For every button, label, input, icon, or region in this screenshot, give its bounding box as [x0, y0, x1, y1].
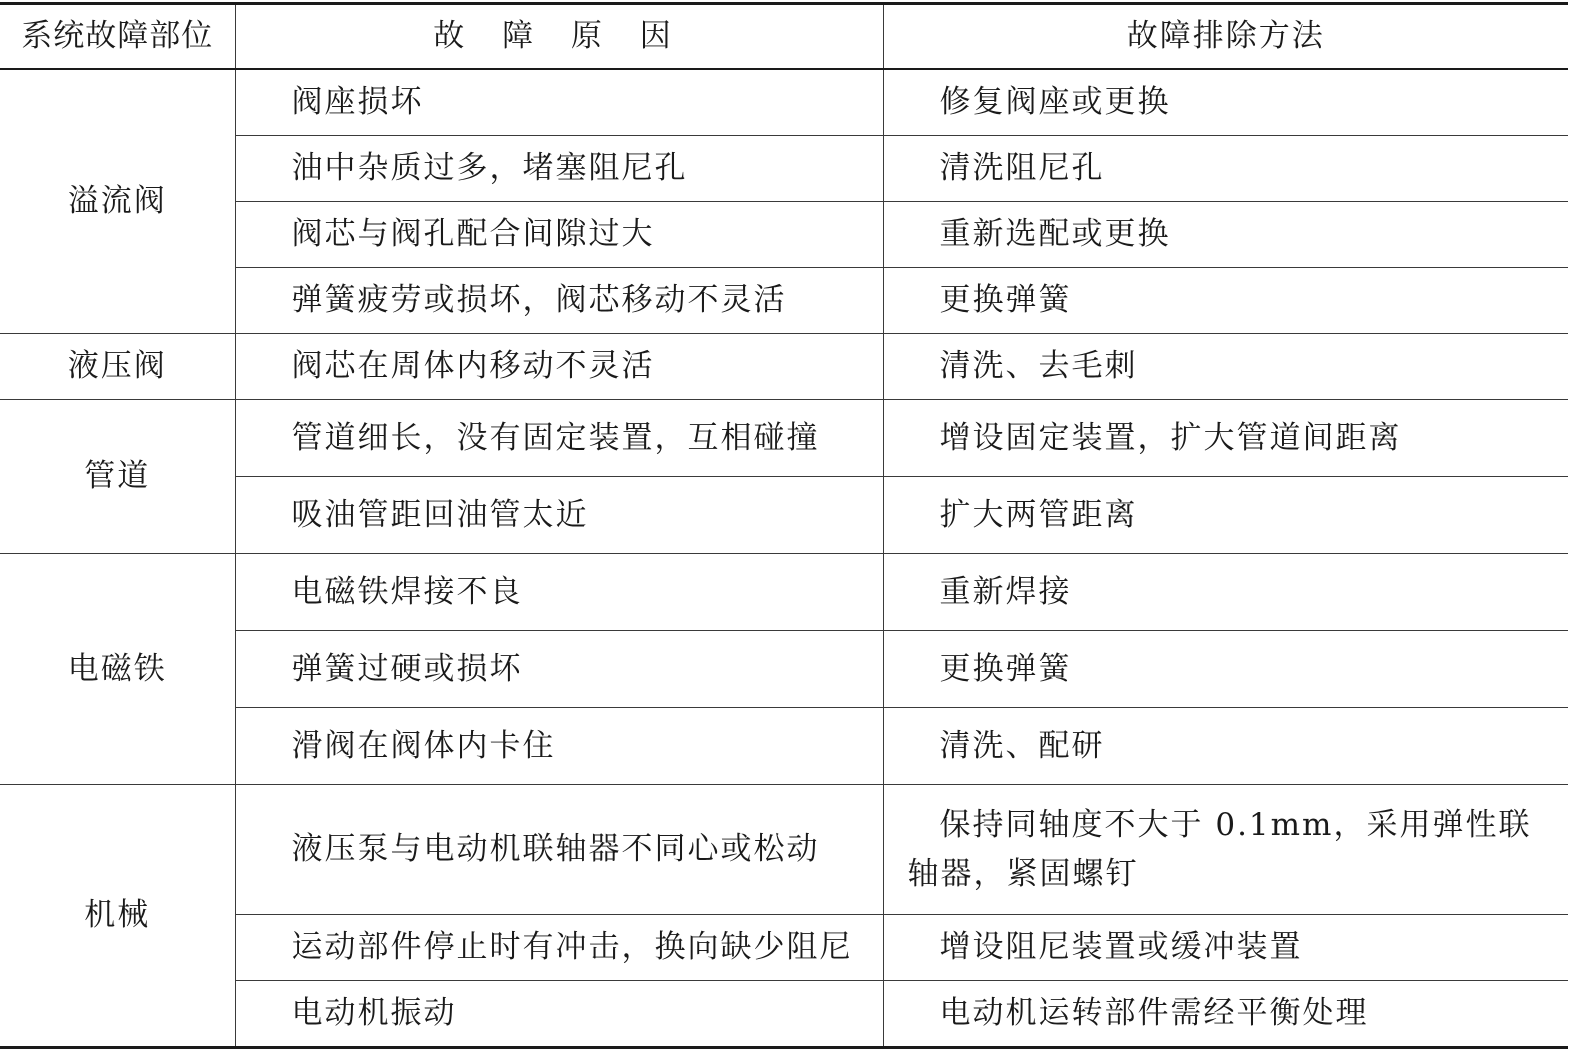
- table-row: [0, 981, 1568, 1048]
- remedy-cell: 电动机运转部件需经平衡处理: [883, 981, 1568, 1048]
- cause-cell: 液压泵与电动机联轴器不同心或松动: [235, 785, 883, 915]
- table-row: [0, 400, 1568, 477]
- table-row: [0, 268, 1568, 334]
- remedy-cell: 清洗阻尼孔: [883, 136, 1568, 202]
- cause-cell: 阀座损坏: [235, 69, 883, 136]
- remedy-cell: 增设固定装置，扩大管道间距离: [883, 400, 1568, 477]
- table-row: [0, 334, 1568, 400]
- cause-cell: 滑阀在阀体内卡住: [235, 708, 883, 785]
- remedy-cell: 增设阻尼装置或缓冲装置: [883, 915, 1568, 981]
- remedy-cell: 重新焊接: [883, 554, 1568, 631]
- header-fault-cause: 故 障 原 因: [235, 4, 883, 70]
- remedy-cell: 修复阀座或更换: [883, 69, 1568, 136]
- part-cell: 管道: [0, 400, 235, 554]
- table-row: [0, 69, 1568, 136]
- remedy-cell: 清洗、去毛刺: [883, 334, 1568, 400]
- cause-cell: 弹簧过硬或损坏: [235, 631, 883, 708]
- remedy-cell: 更换弹簧: [883, 268, 1568, 334]
- remedy-cell: 保持同轴度不大于 0.1mm，采用弹性联轴器，紧固螺钉: [883, 785, 1568, 915]
- table-row: [0, 202, 1568, 268]
- table-row: [0, 136, 1568, 202]
- part-cell: 机械: [0, 785, 235, 1048]
- header-fault-remedy: 故障排除方法: [883, 4, 1568, 70]
- cause-cell: 油中杂质过多，堵塞阻尼孔: [235, 136, 883, 202]
- table-row: [0, 708, 1568, 785]
- part-cell: 溢流阀: [0, 69, 235, 334]
- header-fault-location: 系统故障部位: [0, 4, 235, 70]
- remedy-cell: 扩大两管距离: [883, 477, 1568, 554]
- table-row: [0, 631, 1568, 708]
- header-row: [0, 4, 1568, 70]
- cause-cell: 阀芯在周体内移动不灵活: [235, 334, 883, 400]
- cause-cell: 吸油管距回油管太近: [235, 477, 883, 554]
- table-row: [0, 477, 1568, 554]
- cause-cell: 弹簧疲劳或损坏，阀芯移动不灵活: [235, 268, 883, 334]
- remedy-cell: 更换弹簧: [883, 631, 1568, 708]
- fault-table: [0, 2, 1568, 1049]
- cause-cell: 管道细长，没有固定装置，互相碰撞: [235, 400, 883, 477]
- cause-cell: 运动部件停止时有冲击，换向缺少阻尼: [235, 915, 883, 981]
- table-row: [0, 554, 1568, 631]
- cause-cell: 电动机振动: [235, 981, 883, 1048]
- part-cell: 电磁铁: [0, 554, 235, 785]
- remedy-cell: 清洗、配研: [883, 708, 1568, 785]
- remedy-cell: 重新选配或更换: [883, 202, 1568, 268]
- table-row: [0, 785, 1568, 915]
- cause-cell: 阀芯与阀孔配合间隙过大: [235, 202, 883, 268]
- part-cell: 液压阀: [0, 334, 235, 400]
- cause-cell: 电磁铁焊接不良: [235, 554, 883, 631]
- table-row: [0, 915, 1568, 981]
